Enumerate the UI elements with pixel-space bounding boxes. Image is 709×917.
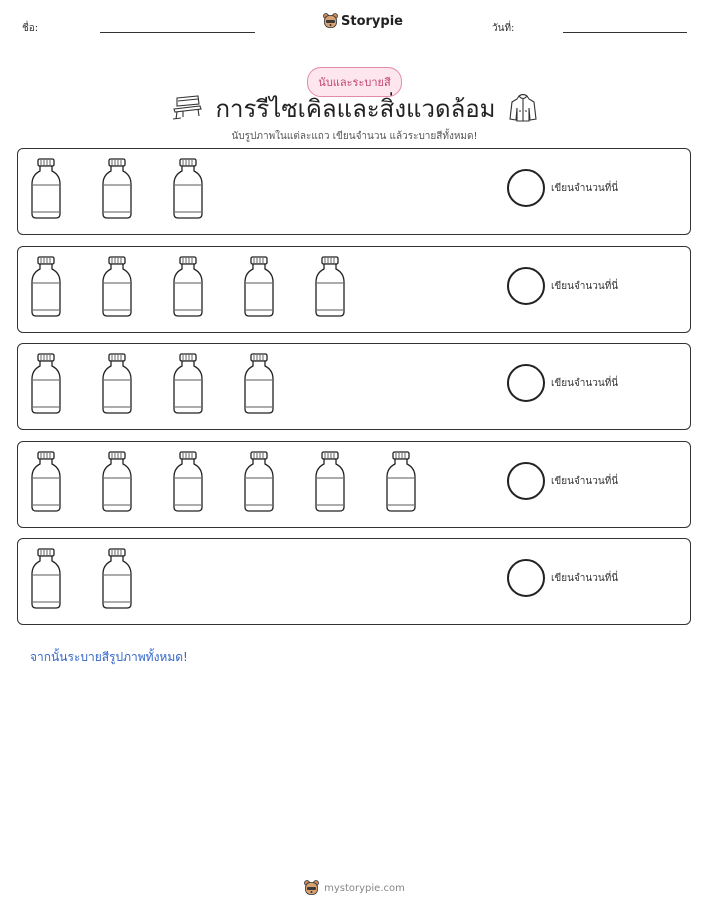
bottle-icon [101, 548, 133, 610]
bottle-icon [172, 451, 204, 513]
jacket-icon [508, 93, 538, 123]
bottle-icon [243, 353, 275, 415]
site-url[interactable]: mystorypie.com [324, 883, 405, 894]
answer-hint: เขียนจำนวนที่นี่ [551, 280, 619, 292]
bottle-icon [101, 451, 133, 513]
bear-logo-icon [323, 13, 338, 30]
bottle-icon [243, 256, 275, 318]
bottle-icon [101, 158, 133, 220]
bottle-icon [243, 451, 275, 513]
bottle-icon [30, 158, 62, 220]
answer-hint: เขียนจำนวนที่นี่ [551, 573, 619, 584]
answer-hint: เขียนจำนวนที่นี่ [551, 378, 619, 389]
park-bench-icon [171, 95, 203, 121]
bottle-icon [101, 256, 133, 318]
title-row [0, 90, 709, 126]
count-row [17, 148, 691, 235]
bottle-icon [30, 451, 62, 513]
bottle-icon [30, 353, 62, 415]
count-row [17, 441, 691, 528]
answer-circle[interactable] [507, 364, 545, 402]
brand-name: Storypie [341, 14, 403, 29]
page-title: การรีไซเคิลและสิ่งแวดล้อม [215, 94, 496, 123]
brand-logo [323, 13, 403, 30]
bottle-icon [385, 451, 417, 513]
answer-hint: เขียนจำนวนที่นี่ [551, 475, 619, 487]
answer-circle[interactable] [507, 462, 545, 500]
count-row [17, 246, 691, 333]
name-line[interactable] [100, 32, 255, 33]
count-row [17, 343, 691, 430]
bottle-icon [172, 256, 204, 318]
site-footer [0, 880, 709, 897]
date-line[interactable] [563, 32, 687, 33]
bottle-icon [314, 451, 346, 513]
answer-circle[interactable] [507, 267, 545, 305]
bear-logo-icon [304, 880, 319, 897]
instructions: นับรูปภาพในแต่ละแถว เขียนจำนวน แล้วระบายสีทั้งหมด! [231, 131, 478, 142]
bottle-icon [172, 353, 204, 415]
color-instruction: จากนั้นระบายสีรูปภาพทั้งหมด! [30, 650, 188, 664]
answer-circle[interactable] [507, 169, 545, 207]
bottle-icon [30, 548, 62, 610]
bottle-icon [101, 353, 133, 415]
activity-badge: นับและระบายสี [307, 67, 401, 97]
answer-circle[interactable] [507, 559, 545, 597]
date-label: วันที่: [492, 23, 515, 34]
bottle-icon [172, 158, 204, 220]
bottle-icon [314, 256, 346, 318]
bottle-icon [30, 256, 62, 318]
count-row [17, 538, 691, 625]
name-label: ชื่อ: [22, 23, 39, 34]
answer-hint: เขียนจำนวนที่นี่ [551, 183, 619, 194]
